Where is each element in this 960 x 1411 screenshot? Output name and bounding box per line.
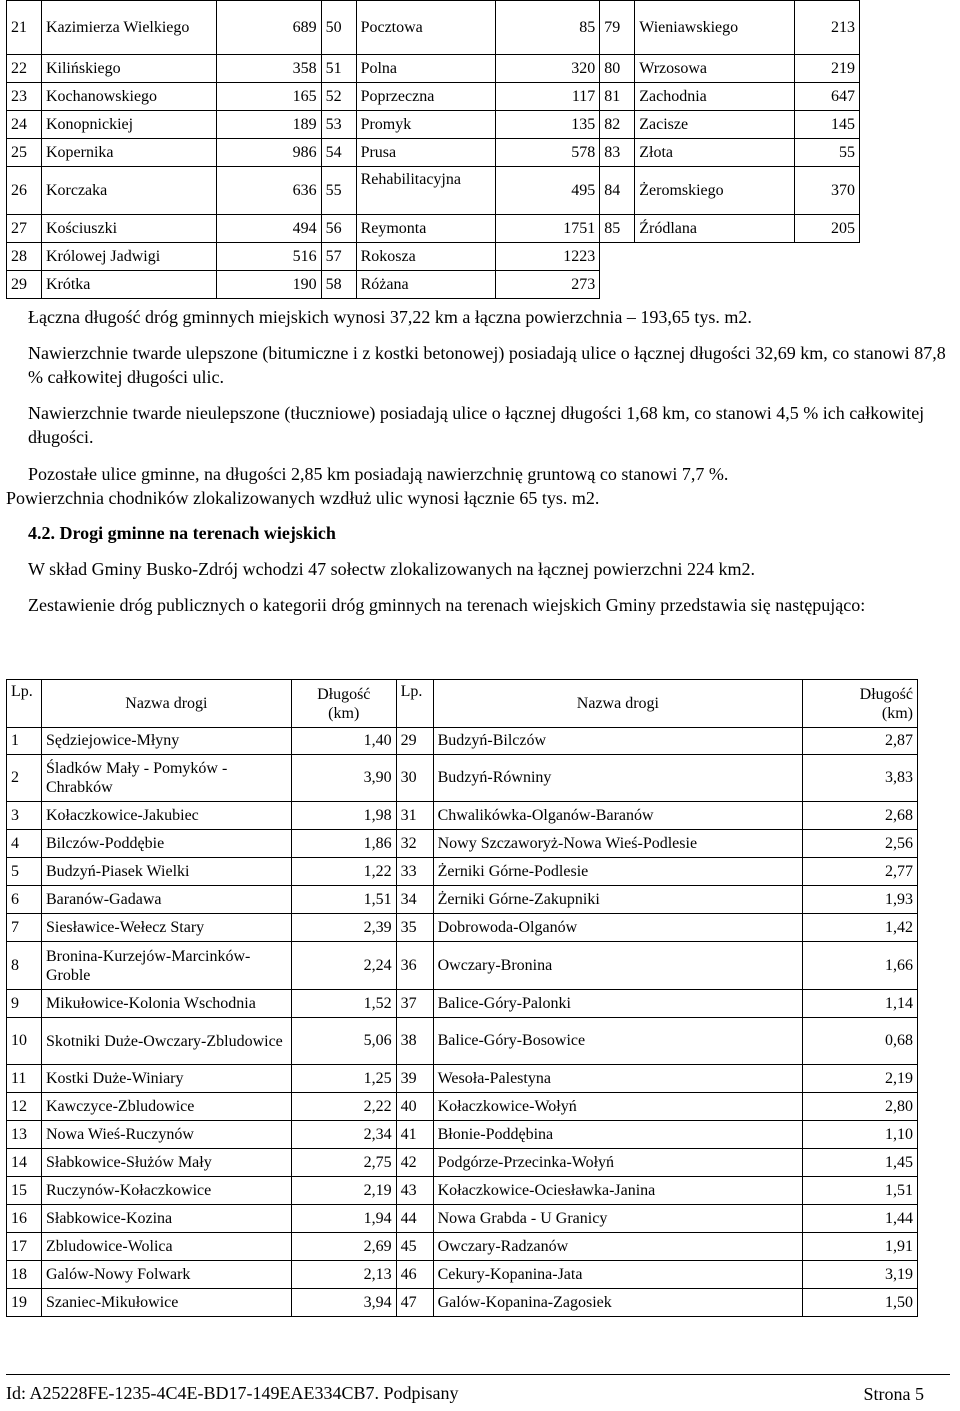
cell-name: Kostki Duże-Winiary bbox=[41, 1065, 291, 1093]
table-row bbox=[7, 1177, 918, 1205]
table-row bbox=[7, 83, 860, 111]
cell-name: Wrzosowa bbox=[635, 55, 795, 83]
cell-lp: 29 bbox=[7, 271, 42, 299]
cell-length: 2,39 bbox=[291, 914, 396, 942]
cell-lp: 39 bbox=[396, 1065, 433, 1093]
cell-name: Balice-Góry-Bosowice bbox=[433, 1018, 803, 1065]
cell-lp: 58 bbox=[321, 271, 356, 299]
table-row bbox=[7, 1121, 918, 1149]
cell-length: 2,34 bbox=[291, 1121, 396, 1149]
cell-length: 320 bbox=[496, 55, 600, 83]
cell-name: Ruczynów-Kołaczkowice bbox=[41, 1177, 291, 1205]
cell-lp: 82 bbox=[600, 111, 635, 139]
cell-name: Budzyń-Równiny bbox=[433, 755, 803, 802]
cell-length: 5,06 bbox=[291, 1018, 396, 1065]
cell-length: 1,66 bbox=[803, 942, 918, 990]
header-length bbox=[291, 680, 396, 728]
cell-length: 1,22 bbox=[291, 858, 396, 886]
table-row bbox=[7, 1018, 918, 1065]
cell-lp: 21 bbox=[7, 1, 42, 55]
cell-length: 117 bbox=[496, 83, 600, 111]
cell-length: 2,19 bbox=[803, 1065, 918, 1093]
cell-name: Polna bbox=[356, 55, 496, 83]
cell-name: Błonie-Poddębina bbox=[433, 1121, 803, 1149]
cell-lp: 9 bbox=[7, 990, 42, 1018]
cell-name: Królowej Jadwigi bbox=[41, 243, 216, 271]
cell-lp: 31 bbox=[396, 802, 433, 830]
cell-length: 494 bbox=[216, 215, 321, 243]
table-row bbox=[7, 1, 860, 55]
cell-lp: 40 bbox=[396, 1093, 433, 1121]
cell-length: 1,42 bbox=[803, 914, 918, 942]
cell-name: Zachodnia bbox=[635, 83, 795, 111]
cell-name: Skotniki Duże-Owczary-Zbludowice bbox=[41, 1018, 291, 1065]
cell-length: 689 bbox=[216, 1, 321, 55]
cell-lp: 55 bbox=[321, 167, 356, 215]
cell-name: Słabkowice-Służów Mały bbox=[41, 1149, 291, 1177]
cell-name: Poprzeczna bbox=[356, 83, 496, 111]
cell-lp: 17 bbox=[7, 1233, 42, 1261]
cell-length: 85 bbox=[496, 1, 600, 55]
table-row bbox=[7, 243, 860, 271]
table-row bbox=[7, 830, 918, 858]
cell-length: 1,98 bbox=[291, 802, 396, 830]
table-row bbox=[7, 728, 918, 755]
cell-lp: 15 bbox=[7, 1177, 42, 1205]
cell-length: 1223 bbox=[496, 243, 600, 271]
cell-length: 1,51 bbox=[803, 1177, 918, 1205]
table-row bbox=[7, 802, 918, 830]
cell-length: 2,68 bbox=[803, 802, 918, 830]
cell-length: 636 bbox=[216, 167, 321, 215]
header-length bbox=[803, 680, 918, 728]
cell-lp: 37 bbox=[396, 990, 433, 1018]
cell-lp: 24 bbox=[7, 111, 42, 139]
cell-lp: 4 bbox=[7, 830, 42, 858]
cell-length: 495 bbox=[496, 167, 600, 215]
paragraph-total-length: Łączna długość dróg gminnych miejskich wynosi 37,22 km a łączna powierzchnia – 193,65 tys. m2. bbox=[28, 307, 752, 327]
cell-name: Chwalikówka-Olganów-Baranów bbox=[433, 802, 803, 830]
cell-length: 2,75 bbox=[291, 1149, 396, 1177]
cell-lp: 50 bbox=[321, 1, 356, 55]
cell-lp: 41 bbox=[396, 1121, 433, 1149]
cell-length: 516 bbox=[216, 243, 321, 271]
cell-length: 190 bbox=[216, 271, 321, 299]
cell-length: 135 bbox=[496, 111, 600, 139]
cell-length: 189 bbox=[216, 111, 321, 139]
cell-length: 1,94 bbox=[291, 1205, 396, 1233]
cell-name: Prusa bbox=[356, 139, 496, 167]
cell-lp: 28 bbox=[7, 243, 42, 271]
cell-lp: 26 bbox=[7, 167, 42, 215]
cell-name: Żerniki Górne-Podlesie bbox=[433, 858, 803, 886]
cell-length: 2,24 bbox=[291, 942, 396, 990]
cell-name: Siesławice-Wełecz Stary bbox=[41, 914, 291, 942]
cell-name: Kołaczkowice-Wołyń bbox=[433, 1093, 803, 1121]
cell-lp: 27 bbox=[7, 215, 42, 243]
table-row bbox=[7, 886, 918, 914]
cell-name: Balice-Góry-Palonki bbox=[433, 990, 803, 1018]
cell-lp: 22 bbox=[7, 55, 42, 83]
cell-name: Owczary-Bronina bbox=[433, 942, 803, 990]
header-name: Nazwa drogi bbox=[41, 680, 291, 728]
table-row bbox=[7, 858, 918, 886]
paragraph-villages: W skład Gminy Busko-Zdrój wchodzi 47 sołectw zlokalizowanych na łącznej powierzchni 224 km2. bbox=[28, 559, 755, 579]
paragraph-paved-unimproved: Nawierzchnie twarde nieulepszone (tłuczniowe) posiadają ulice o łącznej długości 1,68 km, co stanowi 4,5 % ich całkowitej długości. bbox=[28, 403, 925, 447]
cell-length: 1,50 bbox=[803, 1289, 918, 1317]
cell-length: 578 bbox=[496, 139, 600, 167]
cell-lp: 42 bbox=[396, 1149, 433, 1177]
cell-name: Nowa Grabda - U Granicy bbox=[433, 1205, 803, 1233]
cell-length: 1,14 bbox=[803, 990, 918, 1018]
cell-name: Budzyń-Piasek Wielki bbox=[41, 858, 291, 886]
cell-name: Żerniki Górne-Zakupniki bbox=[433, 886, 803, 914]
cell-length: 145 bbox=[795, 111, 860, 139]
table-row bbox=[7, 1261, 918, 1289]
cell-name: Baranów-Gadawa bbox=[41, 886, 291, 914]
table-row bbox=[7, 1149, 918, 1177]
cell-name: Kilińskiego bbox=[41, 55, 216, 83]
cell-length: 2,19 bbox=[291, 1177, 396, 1205]
cell-lp: 83 bbox=[600, 139, 635, 167]
cell-name: Budzyń-Bilczów bbox=[433, 728, 803, 755]
cell-length: 2,22 bbox=[291, 1093, 396, 1121]
document-id: Id: A25228FE-1235-4C4E-BD17-149EAE334CB7. Podpisany bbox=[6, 1383, 459, 1403]
cell-length: 3,19 bbox=[803, 1261, 918, 1289]
cell-lp: 11 bbox=[7, 1065, 42, 1093]
cell-length: 0,68 bbox=[803, 1018, 918, 1065]
table-row bbox=[7, 1205, 918, 1233]
table-row bbox=[7, 215, 860, 243]
table-row bbox=[7, 1233, 918, 1261]
cell-lp: 47 bbox=[396, 1289, 433, 1317]
cell-length: 3,94 bbox=[291, 1289, 396, 1317]
table-row bbox=[7, 111, 860, 139]
cell-name: Cekury-Kopanina-Jata bbox=[433, 1261, 803, 1289]
section-heading: 4.2. Drogi gminne na terenach wiejskich bbox=[28, 523, 336, 543]
paragraph-paved-improved: Nawierzchnie twarde ulepszone (bitumiczne i z kostki betonowej) posiadają ulice o łącznej długości 32,69 km, co stanowi 87,8 % całkowitej długości ulic. bbox=[28, 343, 946, 387]
cell-length: 273 bbox=[496, 271, 600, 299]
empty-cell bbox=[600, 243, 860, 271]
cell-name: Krótka bbox=[41, 271, 216, 299]
cell-name: Reymonta bbox=[356, 215, 496, 243]
cell-lp: 84 bbox=[600, 167, 635, 215]
cell-length: 1,51 bbox=[291, 886, 396, 914]
cell-length: 55 bbox=[795, 139, 860, 167]
cell-length: 1,44 bbox=[803, 1205, 918, 1233]
cell-lp: 6 bbox=[7, 886, 42, 914]
cell-name: Zacisze bbox=[635, 111, 795, 139]
cell-lp: 13 bbox=[7, 1121, 42, 1149]
header-row bbox=[7, 680, 918, 728]
cell-lp: 18 bbox=[7, 1261, 42, 1289]
cell-name: Pocztowa bbox=[356, 1, 496, 55]
table-row bbox=[7, 1289, 918, 1317]
cell-lp: 12 bbox=[7, 1093, 42, 1121]
cell-name: Słabkowice-Kozina bbox=[41, 1205, 291, 1233]
cell-lp: 35 bbox=[396, 914, 433, 942]
paragraph-dirt-roads: Pozostałe ulice gminne, na długości 2,85 km posiadają nawierzchnię gruntową co stanowi 7,7 %. bbox=[28, 464, 729, 484]
cell-name: Szaniec-Mikułowice bbox=[41, 1289, 291, 1317]
cell-length: 213 bbox=[795, 1, 860, 55]
cell-lp: 10 bbox=[7, 1018, 42, 1065]
cell-length: 2,77 bbox=[803, 858, 918, 886]
cell-name: Galów-Nowy Folwark bbox=[41, 1261, 291, 1289]
cell-length: 986 bbox=[216, 139, 321, 167]
cell-name: Kołaczkowice-Jakubiec bbox=[41, 802, 291, 830]
cell-lp: 80 bbox=[600, 55, 635, 83]
cell-length: 1,25 bbox=[291, 1065, 396, 1093]
cell-name: Podgórze-Przecinka-Wołyń bbox=[433, 1149, 803, 1177]
cell-name: Wesoła-Palestyna bbox=[433, 1065, 803, 1093]
cell-name: Kołaczkowice-Ociesławka-Janina bbox=[433, 1177, 803, 1205]
cell-length: 3,83 bbox=[803, 755, 918, 802]
cell-name: Nowa Wieś-Ruczynów bbox=[41, 1121, 291, 1149]
cell-lp: 7 bbox=[7, 914, 42, 942]
cell-name: Rokosza bbox=[356, 243, 496, 271]
table-row bbox=[7, 139, 860, 167]
streets-table bbox=[6, 0, 860, 299]
cell-length: 1,10 bbox=[803, 1121, 918, 1149]
page-footer bbox=[6, 1374, 950, 1404]
cell-lp: 32 bbox=[396, 830, 433, 858]
cell-name: Kawczyce-Zbludowice bbox=[41, 1093, 291, 1121]
cell-lp: 51 bbox=[321, 55, 356, 83]
table-row bbox=[7, 167, 860, 215]
cell-name: Promyk bbox=[356, 111, 496, 139]
cell-name: Sędziejowice-Młyny bbox=[41, 728, 291, 755]
cell-length: 1751 bbox=[496, 215, 600, 243]
cell-length: 2,13 bbox=[291, 1261, 396, 1289]
cell-lp: 52 bbox=[321, 83, 356, 111]
cell-lp: 53 bbox=[321, 111, 356, 139]
table-row bbox=[7, 914, 918, 942]
cell-lp: 56 bbox=[321, 215, 356, 243]
cell-length: 219 bbox=[795, 55, 860, 83]
cell-lp: 19 bbox=[7, 1289, 42, 1317]
cell-name: Złota bbox=[635, 139, 795, 167]
cell-length: 2,69 bbox=[291, 1233, 396, 1261]
cell-name: Rehabilitacyjna bbox=[356, 167, 496, 215]
cell-lp: 8 bbox=[7, 942, 42, 990]
cell-name: Konopnickiej bbox=[41, 111, 216, 139]
cell-lp: 5 bbox=[7, 858, 42, 886]
cell-name: Mikułowice-Kolonia Wschodnia bbox=[41, 990, 291, 1018]
table-row bbox=[7, 942, 918, 990]
cell-lp: 16 bbox=[7, 1205, 42, 1233]
cell-lp: 25 bbox=[7, 139, 42, 167]
cell-name: Kopernika bbox=[41, 139, 216, 167]
header-length-line1: Długość bbox=[859, 685, 913, 703]
cell-lp: 29 bbox=[396, 728, 433, 755]
cell-lp: 33 bbox=[396, 858, 433, 886]
cell-name: Galów-Kopanina-Zagosiek bbox=[433, 1289, 803, 1317]
cell-lp: 36 bbox=[396, 942, 433, 990]
table-row bbox=[7, 271, 860, 299]
paragraph-intro-table: Zestawienie dróg publicznych o kategorii dróg gminnych na terenach wiejskich Gminy przedstawia się następująco: bbox=[28, 595, 866, 615]
cell-lp: 44 bbox=[396, 1205, 433, 1233]
paragraph-sidewalks: Powierzchnia chodników zlokalizowanych wzdłuż ulic wynosi łącznie 65 tys. m2. bbox=[6, 488, 600, 508]
cell-length: 370 bbox=[795, 167, 860, 215]
cell-name: Śladków Mały - Pomyków - Chrabków bbox=[41, 755, 291, 802]
cell-lp: 3 bbox=[7, 802, 42, 830]
cell-name: Zbludowice-Wolica bbox=[41, 1233, 291, 1261]
cell-lp: 54 bbox=[321, 139, 356, 167]
cell-name: Nowy Szczaworyż-Nowa Wieś-Podlesie bbox=[433, 830, 803, 858]
table-row bbox=[7, 990, 918, 1018]
cell-length: 2,87 bbox=[803, 728, 918, 755]
cell-lp: 2 bbox=[7, 755, 42, 802]
cell-name: Dobrowoda-Olganów bbox=[433, 914, 803, 942]
cell-lp: 45 bbox=[396, 1233, 433, 1261]
header-lp: Lp. bbox=[7, 680, 42, 728]
page-number: Strona 5 bbox=[863, 1384, 924, 1404]
cell-name: Korczaka bbox=[41, 167, 216, 215]
cell-length: 1,91 bbox=[803, 1233, 918, 1261]
cell-lp: 30 bbox=[396, 755, 433, 802]
cell-length: 1,45 bbox=[803, 1149, 918, 1177]
cell-lp: 79 bbox=[600, 1, 635, 55]
cell-length: 165 bbox=[216, 83, 321, 111]
table-row bbox=[7, 755, 918, 802]
roads-table bbox=[6, 679, 918, 1317]
cell-lp: 46 bbox=[396, 1261, 433, 1289]
cell-lp: 34 bbox=[396, 886, 433, 914]
cell-name: Żeromskiego bbox=[635, 167, 795, 215]
cell-lp: 1 bbox=[7, 728, 42, 755]
cell-name: Wieniawskiego bbox=[635, 1, 795, 55]
cell-length: 1,52 bbox=[291, 990, 396, 1018]
header-lp: Lp. bbox=[396, 680, 433, 728]
cell-length: 2,56 bbox=[803, 830, 918, 858]
cell-lp: 38 bbox=[396, 1018, 433, 1065]
cell-name: Różana bbox=[356, 271, 496, 299]
cell-lp: 85 bbox=[600, 215, 635, 243]
cell-length: 1,40 bbox=[291, 728, 396, 755]
table-row bbox=[7, 1065, 918, 1093]
cell-lp: 14 bbox=[7, 1149, 42, 1177]
cell-name: Kochanowskiego bbox=[41, 83, 216, 111]
header-length-line2: (km) bbox=[881, 704, 913, 722]
table-row bbox=[7, 1093, 918, 1121]
cell-lp: 57 bbox=[321, 243, 356, 271]
cell-name: Kościuszki bbox=[41, 215, 216, 243]
cell-length: 3,90 bbox=[291, 755, 396, 802]
cell-lp: 81 bbox=[600, 83, 635, 111]
table-row bbox=[7, 55, 860, 83]
cell-name: Bronina-Kurzejów-Marcinków-Groble bbox=[41, 942, 291, 990]
cell-name: Źródlana bbox=[635, 215, 795, 243]
cell-name: Bilczów-Poddębie bbox=[41, 830, 291, 858]
cell-length: 1,86 bbox=[291, 830, 396, 858]
cell-length: 2,80 bbox=[803, 1093, 918, 1121]
empty-cell bbox=[600, 271, 860, 299]
header-length-line2: (km) bbox=[328, 704, 360, 722]
cell-name: Kazimierza Wielkiego bbox=[41, 1, 216, 55]
cell-length: 358 bbox=[216, 55, 321, 83]
cell-lp: 43 bbox=[396, 1177, 433, 1205]
cell-name: Owczary-Radzanów bbox=[433, 1233, 803, 1261]
header-name: Nazwa drogi bbox=[433, 680, 803, 728]
cell-lp: 23 bbox=[7, 83, 42, 111]
header-length-line1: Długość bbox=[317, 685, 371, 703]
cell-length: 1,93 bbox=[803, 886, 918, 914]
cell-length: 205 bbox=[795, 215, 860, 243]
cell-length: 647 bbox=[795, 83, 860, 111]
